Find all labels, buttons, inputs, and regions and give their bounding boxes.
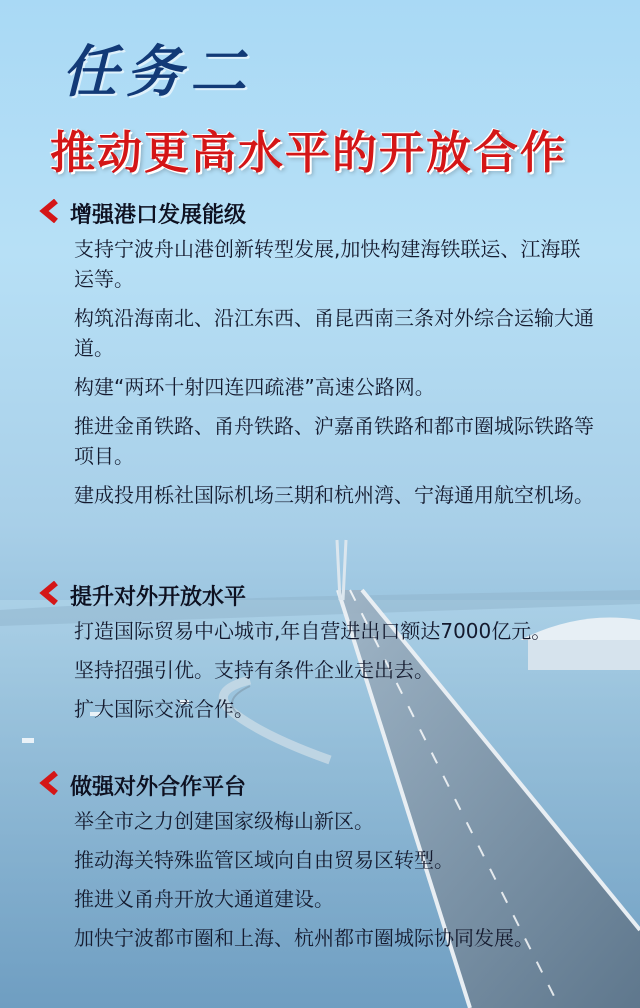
chevron-left-icon (38, 581, 60, 605)
task-label: 任务二 (62, 39, 254, 105)
list-item: 坚持招强引优。支持有条件企业走出去。 (74, 658, 434, 682)
list-item: 扩大国际交流合作。 (74, 697, 254, 721)
section-header (0, 770, 640, 798)
list-item: 构建“两环十射四连四疏港”高速公路网。 (74, 375, 435, 399)
list-item: 支持宁波舟山港创新转型发展,加快构建海铁联运、江海联运等。 (74, 237, 581, 291)
list-item: 建成投用栎社国际机场三期和杭州湾、宁海通用航空机场。 (74, 483, 594, 507)
section-header (0, 580, 640, 608)
list-item: 构筑沿海南北、沿江东西、甬昆西南三条对外综合运输大通道。 (74, 306, 594, 360)
section-title: 做强对外合作平台 (70, 775, 247, 800)
page-title: 推动更高水平的开放合作 (50, 126, 568, 179)
list-item: 打造国际贸易中心城市,年自营进出口额达7000亿元。 (74, 619, 552, 643)
section-opening (0, 580, 640, 733)
list-item: 举全市之力创建国家级梅山新区。 (74, 809, 374, 833)
chevron-left-icon (38, 771, 60, 795)
section-title: 增强港口发展能级 (70, 203, 247, 228)
section-header (0, 198, 640, 226)
list-item: 推进金甬铁路、甬舟铁路、沪嘉甬铁路和都市圈城际铁路等项目。 (74, 414, 594, 468)
list-item: 推动海关特殊监管区域向自由贸易区转型。 (74, 848, 454, 872)
chevron-left-icon (38, 199, 60, 223)
section-title: 提升对外开放水平 (70, 585, 247, 610)
section-platform (0, 770, 640, 962)
list-item: 推进义甬舟开放大通道建设。 (74, 887, 334, 911)
section-port (0, 198, 640, 519)
list-item: 加快宁波都市圈和上海、杭州都市圈城际协同发展。 (74, 926, 534, 950)
